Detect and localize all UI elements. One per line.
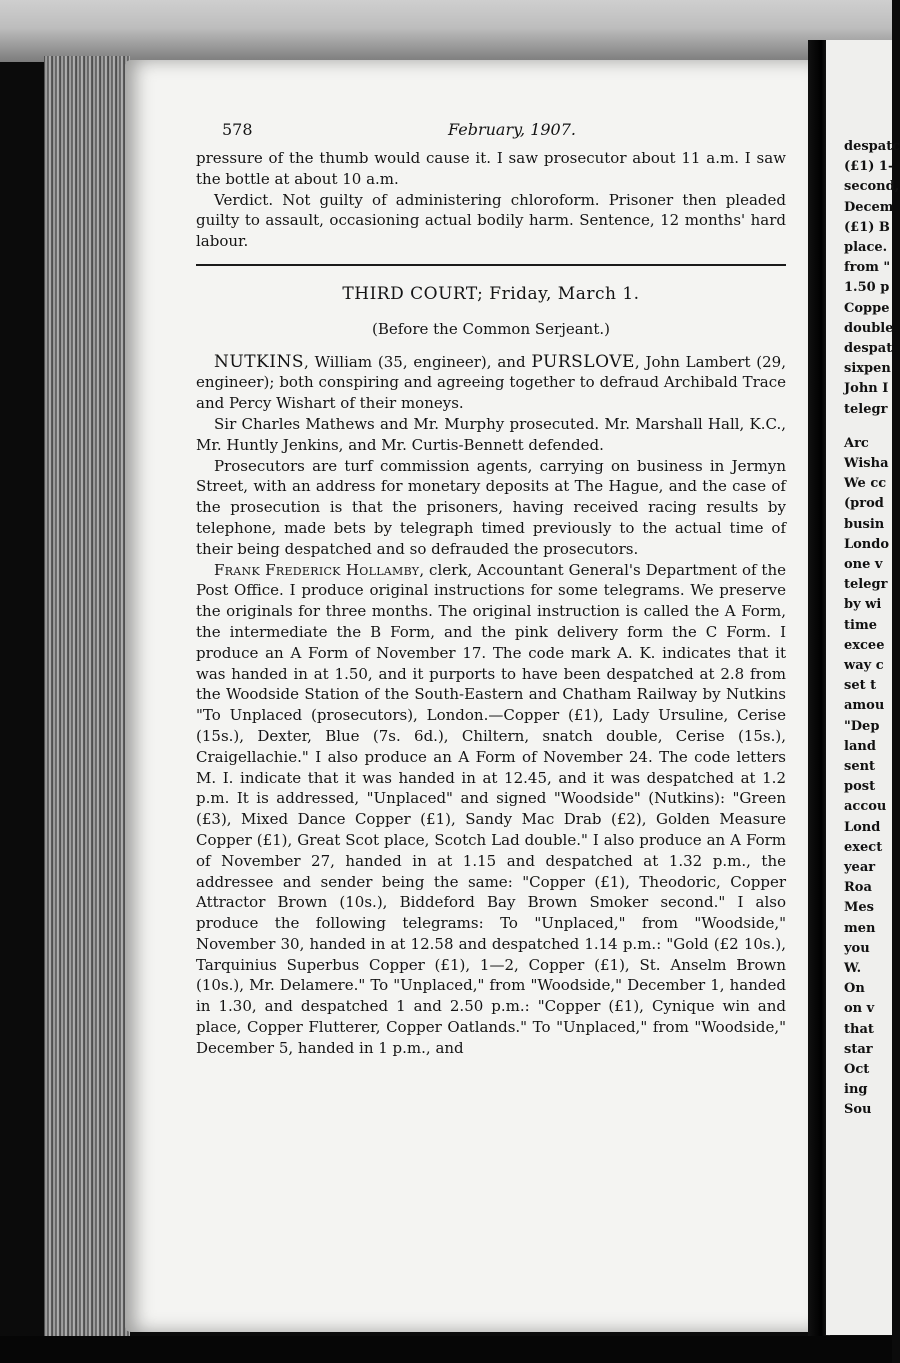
facing-page-line: Londo bbox=[844, 536, 890, 552]
facing-page-line: (£1) B bbox=[844, 219, 890, 235]
facing-page-line: excee bbox=[844, 637, 885, 653]
defendant-name: PURSLOVE bbox=[531, 351, 635, 372]
court-heading: THIRD COURT; Friday, March 1. bbox=[342, 283, 640, 304]
witness-paragraph bbox=[196, 560, 786, 1059]
facing-page-line: ing bbox=[844, 1082, 868, 1098]
witness-name: Frank Frederick Hollamby bbox=[214, 560, 420, 579]
facing-page-line: exect bbox=[844, 839, 883, 855]
facing-page-line: men bbox=[844, 920, 876, 936]
facing-page-line: (£1) 1- bbox=[844, 159, 894, 175]
facing-page-line: Sou bbox=[844, 1102, 872, 1118]
facing-page-line: Coppe bbox=[844, 300, 890, 316]
facing-page-line: On bbox=[844, 981, 865, 997]
facing-page-line: year bbox=[844, 860, 876, 875]
running-header bbox=[222, 120, 576, 148]
facing-page-line: Oct bbox=[844, 1062, 870, 1077]
facing-page-line: Lond bbox=[844, 819, 881, 835]
facing-page-line: star bbox=[844, 1041, 873, 1057]
facing-page-fragment bbox=[826, 40, 900, 1335]
facing-page-line: second, bbox=[844, 179, 900, 195]
facing-page-line: land bbox=[844, 738, 876, 754]
facing-page-line: We cc bbox=[844, 476, 887, 492]
facing-page-line: despat bbox=[844, 341, 893, 356]
facing-page-line: telegr bbox=[844, 401, 888, 417]
facing-page-line: post bbox=[844, 779, 876, 795]
facing-page-line: W. bbox=[844, 961, 862, 976]
running-title: February, 1907. bbox=[448, 120, 576, 139]
case-intro-paragraph bbox=[196, 352, 786, 414]
facing-page-line: way c bbox=[844, 658, 884, 673]
facing-page-line: Arc bbox=[844, 435, 869, 451]
case-intro-middle: , William (35, engineer), and bbox=[303, 352, 532, 371]
facing-page-line: Roa bbox=[844, 880, 872, 896]
facing-page-line: Mes bbox=[844, 900, 874, 916]
witness-testimony: , clerk, Accountant General's Department of the Post Office. I produce original instructions for some telegrams. We preserve the originals for three months. The original instruction is called the A Form, the intermediate the B Form, and the pink delivery form the C Form. I produce an A Form of November 17. The code mark A. K. indicates that it was handed in at 1.50, and it purports to have been despatched at 2.8 from the Woodside Station of the South-Eastern and Chatham Railway by Nutkins "To Unplaced (prosecutors), London.—Copper (£1), Lady Ursuline, Cerise (15s.), Dexter, Blue (7s. 6d.), Chiltern, snatch double, Cerise (15s.), Craigellachie." I also produce an A Form of November 24. The code letters M. I. indicate that it was handed in at 12.45, and it was despatched at 1.2 p.m. It is addressed, "Unplaced" and signed "Woodside" (Nutkins): "Green (£3), Mixed Dance Copper (£1), Sandy Mac Drab (£2), Golden Measure Copper (£1), Great Scot place, Scotch Lad double." I also produce an A Form of November 27, handed in at 1.15 and despatched at 1.32 p.m., the addressee and sender being the same: "Copper (£1), Theodoric, Copper Attractor Brown (10s.), Biddeford Bay Brown Smoker second." I also produce the following telegrams: To "Unplaced," from "Woodside," November 30, handed in at 12.58 and despatched 1.14 p.m.: "Gold (£2 10s.), Tarquinius Superbus Copper (£1), 1—2, Copper (£1), St. Anselm Brown (10s.), Mr. Delamere." To "Unplaced," from "Woodside," December 1, handed in 1.30, and despatched 1 and 2.50 p.m.: "Copper (£1), Cynique win and place, Copper Flutterer, Copper Oatlands." To "Unplaced," from "Woodside," December 5, handed in 1 p.m., and bbox=[196, 560, 786, 1057]
facing-page-line: sent bbox=[844, 759, 876, 774]
case-intro-rest: , John Lambert (29, engineer); both conspiring and agreeing together to defraud Archibald Trace and Percy Wishart of their moneys. bbox=[196, 352, 786, 413]
facing-page-line: by wi bbox=[844, 597, 882, 613]
facing-page-line: Decem bbox=[844, 199, 894, 215]
facing-page-line: time bbox=[844, 617, 877, 633]
facing-page-line: despatc bbox=[844, 139, 900, 154]
facing-page-line: accou bbox=[844, 799, 887, 815]
facing-page-line: that bbox=[844, 1021, 874, 1037]
facing-page-line: amou bbox=[844, 698, 885, 714]
court-subheading: (Before the Common Serjeant.) bbox=[371, 319, 610, 338]
page-content bbox=[196, 120, 786, 1059]
facing-page-line: set t bbox=[844, 678, 877, 694]
facing-page-line: telegr bbox=[844, 577, 888, 593]
facing-page-line: place. bbox=[844, 240, 888, 255]
facing-page-line: you bbox=[844, 940, 870, 956]
facing-page-line: John I bbox=[844, 381, 889, 397]
facing-page-line: (prod bbox=[844, 496, 884, 512]
facing-page-line: sixpen bbox=[844, 361, 891, 377]
facts-paragraph: Prosecutors are turf commission agents, carrying on business in Jermyn Street, with an address for monetary deposits at The Hague, and the case of the prosecution is that the prisoners, having received racing results by telephone, made bets by telegraph timed previously to the actual time of their being despatched and so defrauded the prosecutors. bbox=[196, 456, 786, 558]
facing-page-line: from " bbox=[844, 260, 891, 276]
page-number: 578 bbox=[222, 120, 253, 139]
facing-page-line: 1.50 p bbox=[844, 280, 890, 296]
counsel-paragraph: Sir Charles Mathews and Mr. Murphy prosecuted. Mr. Marshall Hall, K.C., Mr. Huntly Jenkins, and Mr. Curtis-Bennett defended. bbox=[196, 414, 786, 454]
facing-page-line: busin bbox=[844, 516, 885, 532]
defendant-name: NUTKINS bbox=[214, 351, 304, 372]
verdict-paragraph: Verdict. Not guilty of administering chloroform. Prisoner then pleaded guilty to assault, occasioning actual bodily harm. Sentence, 12 months' hard labour. bbox=[196, 190, 786, 251]
facing-page-line: "Dep bbox=[844, 718, 880, 734]
opening-text: pressure of the thumb would cause it. I saw prosecutor about 11 a.m. I saw the bottle at about 10 a.m. bbox=[196, 149, 786, 188]
facing-page-line: on v bbox=[844, 1001, 875, 1017]
facing-page-line: one v bbox=[844, 557, 883, 572]
section-divider bbox=[196, 264, 786, 266]
facing-page-line: double bbox=[844, 320, 894, 336]
book-page-edges bbox=[44, 56, 130, 1336]
scan-bottom-edge bbox=[0, 1336, 892, 1363]
scan-top-edge bbox=[0, 0, 892, 62]
facing-page-line: Wisha bbox=[844, 456, 889, 471]
